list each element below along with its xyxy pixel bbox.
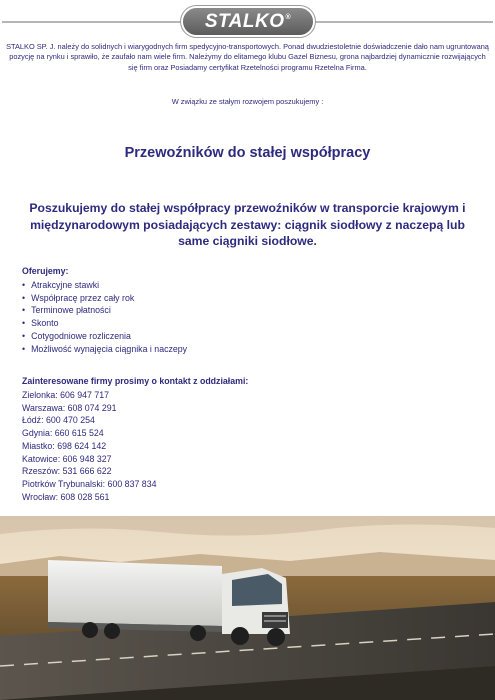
branch-contact: Zielonka: 606 947 717 — [22, 390, 110, 400]
offer-item: • Atrakcyjne stawki — [22, 279, 187, 292]
offer-item: • Skonto — [22, 317, 187, 330]
offer-list — [22, 279, 187, 355]
offer-item: • Współpracę przez cały rok — [22, 292, 187, 305]
company-intro: STALKO SP. J. należy do solidnych i wiarygodnych firm spedycyjno-transportowych. Ponad dwudziestoletnie doświadczenie dało nam ugruntowaną pozycję na rynku i sprawiło, że zaufało nam wiele firm. Należymy do elitarnego klubu Gazel Biznesu, grona najbardziej dynamicznie rozwijających się firm oraz Posiadamy certyfikat Rzetelności programu Rzetelna Firma. — [6, 42, 489, 72]
offer-item: • Możliwość wynajęcia ciągnika i naczepy — [22, 343, 187, 356]
page-title: Przewoźników do stałej współpracy — [124, 145, 371, 161]
branch-contact: Warszawa: 608 074 291 — [22, 402, 117, 413]
branch-contact: Wrocław: 608 028 561 — [22, 491, 110, 502]
offer-heading: Oferujemy: — [22, 266, 69, 276]
logo-text: STALKO® — [204, 10, 292, 32]
truck-on-highway-photo — [0, 516, 495, 700]
offer-item: • Cotygodniowe rozliczenia — [22, 330, 187, 343]
logo-registered-mark: ® — [285, 14, 292, 22]
branch-contact-list — [22, 389, 156, 503]
branch-contact: Gdynia: 660 615 524 — [22, 428, 104, 439]
branch-contact: Łódź: 600 470 254 — [22, 415, 95, 426]
branch-contact: Rzeszów: 531 666 622 — [22, 466, 112, 477]
branch-contact: Miastko: 698 624 142 — [22, 440, 107, 451]
contact-heading: Zainteresowane firmy prosimy o kontakt z oddziałami: — [22, 376, 249, 386]
lead-paragraph: Poszukujemy do stałej współpracy przewoźników w transporcie krajowym i międzynarodowym posiadających zestawy: ciągnik siodłowy z naczepą lub same ciągniki siodłowe. — [29, 201, 466, 248]
branch-contact: Katowice: 606 948 327 — [22, 453, 112, 464]
branch-contact: Piotrków Trybunalski: 600 837 834 — [22, 478, 157, 489]
logo-badge — [183, 8, 313, 35]
stalko-logo — [0, 6, 495, 38]
growth-note: W związku ze stałym rozwojem poszukujemy : — [171, 97, 324, 106]
offer-item: • Terminowe płatności — [22, 304, 187, 317]
